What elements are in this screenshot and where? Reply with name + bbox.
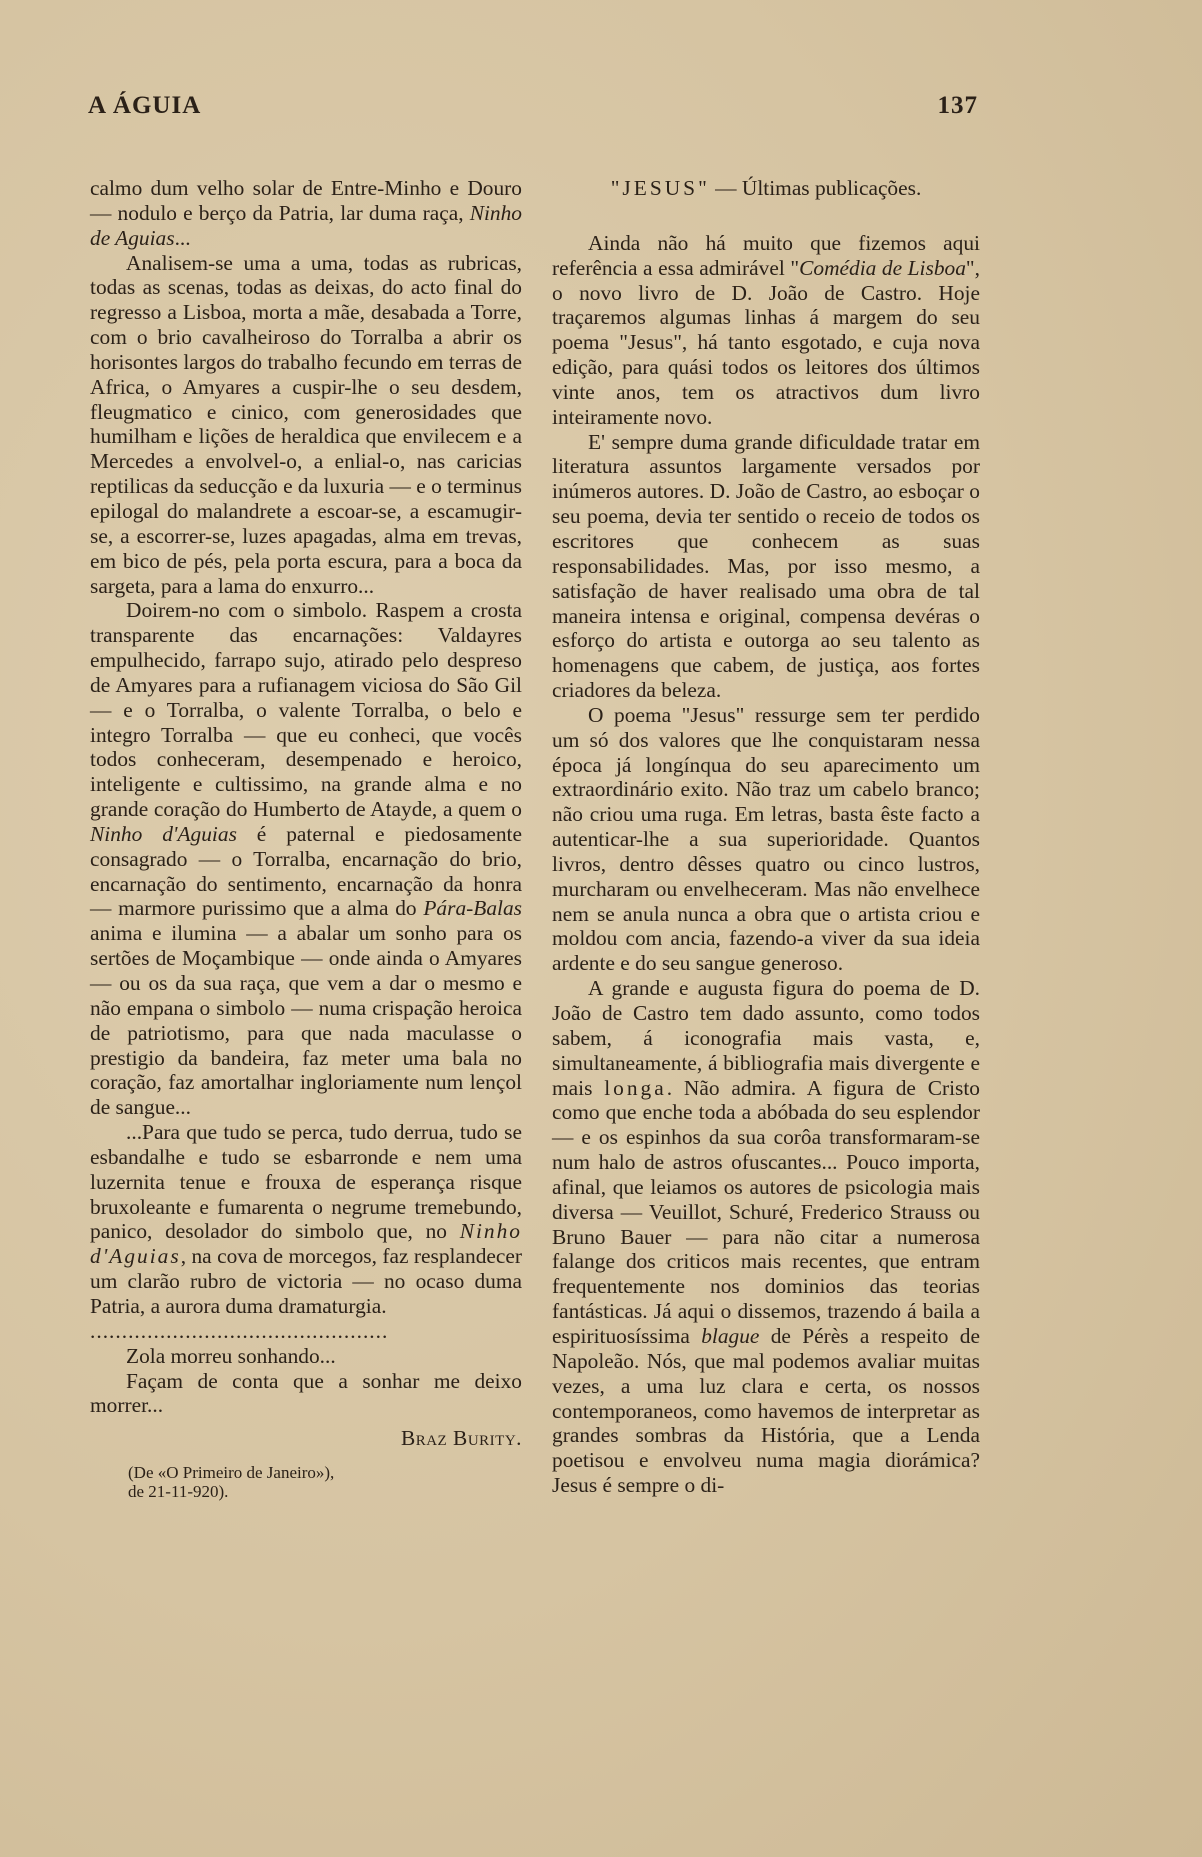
paragraph: E' sempre duma grande dificuldade tratar em literatura assuntos largamente versados por inúmeros autores. D. João de Castro, ao esboçar o seu poema, devia ter sentido o receio de todos os escritores que conhecem as suas responsabilidades. Mas, por isso mesmo, a satisfação de haver realisado uma obra de tal maneira intensa e original, compensa devéras o esforço do artista e outorga ao seu talento as homenagens que cabem, de justiça, aos fortes criadores da beleza.	[552, 429, 980, 703]
source-citation: (De «O Primeiro de Janeiro»), de 21-11-920).	[128, 1463, 335, 1502]
paragraph: A grande e augusta figura do poema de D. João de Castro tem dado assunto, como todos sabem, á iconografia mais vasta, e, simultaneamente, á bibliografia mais divergente e mais longa. Não admira. A figura de Cristo como que enche toda a abóbada do seu esplendor — e os espinhos da sua corôa transformaram-se num halo de astros ofuscantes... Pouco importa, afinal, que leiamos os autores de psicologia mais diversa — Veuillot, Schuré, Frederico Strauss ou Bruno Bauer — para não citar a numerosa falange dos criticos mais recentes, que entram frequentemente nos dominios das teorias fantásticas. Já aqui o dissemos, trazendo á baila a espirituosíssima blague de Pérès a respeito de Napoleão. Nós, que mal podemos avaliar muitas vezes, a uma luz clara e certa, os nossos contemporaneos, como havemos de interpretar as grandes sombras da História, que a Lenda poetisou e envolveu numa magia diorámica? Jesus é sempre o di-	[552, 976, 981, 1498]
paragraph: ...Para que tudo se perca, tudo derrua, tudo se esbandalhe e tudo se esbarronde e nem uma luzernita tenue e frouxa de esperança risque bruxoleante e fumarenta o negrume tremebundo, panico, desolador do simbolo que, no Ninho d'Aguias, na cova de morcegos, faz resplandecer um clarão rubro de victoria — no ocaso duma Patria, a aurora duma dramaturgia.	[90, 1120, 522, 1318]
paragraph: Analisem-se uma a uma, todas as rubricas, todas as scenas, todas as deixas, do acto final do regresso a Lisboa, morta a mãe, desabada a Torre, com o brio cavalheiroso do Torralba a abrir os horisontes largos do trabalho fecundo em terras de Africa, o Amyares a cuspir-lhe o seu desdem, fleugmatico e cinico, com generosidades que humilham e lições de heraldica que envilecem e a Mercedes a envolvel-o, a enlial-o, nas caricias reptilicas da seducção e da luxuria — e o terminus epilogal do malandrete a escoar-se, a escamugir-se, a escorrer-se, luzes apagadas, alma em trevas, em bico de pés, pela porta escura, para a boca da sargeta, para a lama do enxurro...	[90, 250, 522, 598]
journal-title: A ÁGUIA	[88, 92, 202, 119]
paragraph: Zola morreu sonhando...	[126, 1343, 336, 1368]
paragraph: calmo dum velho solar de Entre-Minho e Douro — nodulo e berço da Patria, lar duma raça, Ninho de Aguias...	[90, 176, 522, 250]
left-column	[90, 176, 522, 1501]
signature: Braz Burity.	[400, 1426, 522, 1451]
paragraph: O poema "Jesus" ressurge sem ter perdido um só dos valores que lhe conquistaram nessa época já longínqua do seu aparecimento um extraordinário exito. Não traz um cabelo branco; não criou uma ruga. Em letras, basta êste facto a autenticar-lhe a sua superioridade. Quantos livros, dentro dêsses quatro ou cinco lustros, murcharam ou envelheceram. Mas não envelhece nem se anula nunca a obra que o artista criou e moldou com ancia, fazendo-a viver da sua ideia ardente e do seu sangue generoso.	[552, 702, 980, 976]
running-head	[88, 92, 978, 120]
paragraph: Ainda não há muito que fizemos aqui referência a essa admirável "Comédia de Lisboa", o novo livro de D. João de Castro. Hoje traçaremos algumas linhas á margem do seu poema "Jesus", há tanto esgotado, e cuja nova edição, para quási todos os leitores dos últimos vinte anos, tem os atractivos dum livro inteiramente novo.	[552, 230, 980, 429]
right-column	[552, 176, 980, 1498]
dotted-separator: ...............................................	[90, 1318, 389, 1343]
paragraph: Façam de conta que a sonhar me deixo morrer...	[90, 1368, 522, 1418]
article-title: "JESUS" — Últimas publicações.	[610, 176, 922, 200]
page-number: 137	[937, 92, 978, 119]
paragraph: Doirem-no com o simbolo. Raspem a crosta transparente das encarnações: Valdayres empulhecido, farrapo sujo, atirado pelo despreso de Amyares para a rufianagem viciosa do São Gil — e o Torralba, o valente Torralba, o belo e integro Torralba — que eu conheci, que vocês todos conheceram, desempenado e heroico, inteligente e cultissimo, na grande alma e no grande coração do Humberto de Atayde, a quem o Ninho d'Aguias é paternal e piedosamente consagrado — o Torralba, encarnação do brio, encarnação do sentimento, encarnação da honra — marmore purissimo que a alma do Pára-Balas anima e ilumina — a abalar um sonho para os sertões de Moçambique — onde ainda o Amyares — ou os da sua raça, que vem a dar o mesmo e não empana o simbolo — numa crispação heroica de patriotismo, para que nada maculasse o prestigio da bandeira, faz meter uma bala no coração, faz amortalhar ingloriamente num lençol de sangue...	[90, 598, 522, 1120]
